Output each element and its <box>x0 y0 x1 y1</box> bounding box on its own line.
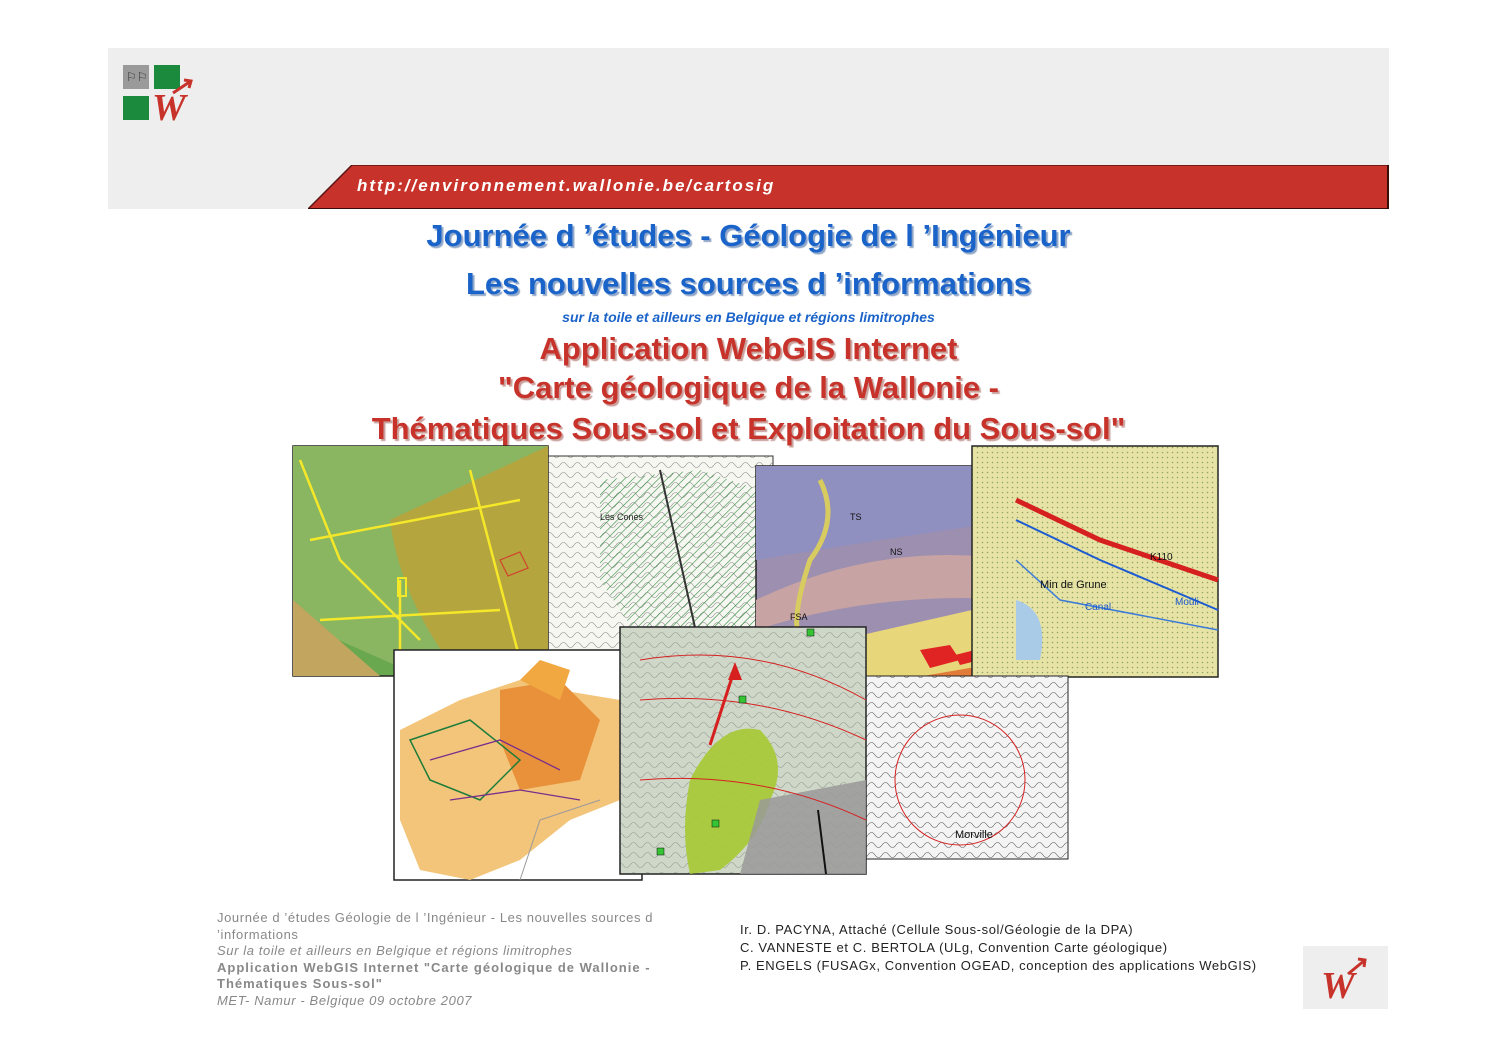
map-thumb-topo <box>862 676 1068 859</box>
map-label-k110: K110 <box>1150 552 1173 563</box>
title-line-4: "Carte géologique de la Wallonie - <box>498 370 999 405</box>
footer-left <box>217 910 717 1009</box>
author-vanneste-bertola: C. VANNESTE et C. BERTOLA (ULg, Convention Carte géologique) <box>740 940 1168 955</box>
footer-subtitle: Sur la toile et ailleurs en Belgique et régions limitrophes <box>217 943 573 958</box>
svg-text:W: W <box>152 87 186 123</box>
svg-text:W: W <box>1321 965 1355 1007</box>
map-thumb-hatched <box>543 456 773 656</box>
wallonie-logo-small <box>1303 946 1388 1009</box>
footer-application: Application WebGIS Internet "Carte géologique de Wallonie - Thématiques Sous-sol" <box>217 959 651 991</box>
title-line-3: Application WebGIS Internet <box>539 331 958 366</box>
title-line-5: Thématiques Sous-sol et Exploitation du Sous-sol" <box>371 411 1126 446</box>
author-pacyna: Ir. D. PACYNA, Attaché (Cellule Sous-sol/Géologie de la DPA) <box>740 922 1134 937</box>
map-thumb-lime-zone <box>620 627 866 874</box>
url-link[interactable]: http://environnement.wallonie.be/cartosig <box>357 176 776 195</box>
map-label-canal: Canal <box>1085 602 1112 613</box>
map-thumb-belgium <box>394 650 642 880</box>
map-thumb-green-zones <box>293 446 548 676</box>
map-label-fsa: FSA <box>790 612 808 622</box>
footer-location-date: MET- Namur - Belgique 09 octobre 2007 <box>217 992 473 1008</box>
map-label-les-cones: Les Cones <box>600 512 644 522</box>
map-label-morville: Morville <box>955 829 993 841</box>
footer-authors <box>740 921 1320 975</box>
svg-text:⚐⚐: ⚐⚐ <box>126 70 148 84</box>
subtitle: sur la toile et ailleurs en Belgique et régions limitrophes <box>562 309 935 325</box>
map-label-ts: TS <box>850 512 862 522</box>
author-engels: P. ENGELS (FUSAGx, Convention OGEAD, conception des applications WebGIS) <box>740 958 1257 973</box>
map-label-ns: NS <box>890 547 903 557</box>
map-label-min-de-grune: Min de Grune <box>1040 579 1107 591</box>
footer-event: Journée d ’études Géologie de l ’Ingénieur - Les nouvelles sources d ’informations <box>217 910 654 942</box>
title-line-1: Journée d ’études - Géologie de l ’Ingénieur <box>426 218 1071 253</box>
map-thumb-roads <box>972 446 1218 677</box>
map-label-mouli: Mouli <box>1175 597 1199 608</box>
title-line-2: Les nouvelles sources d ’informations <box>465 266 1032 301</box>
